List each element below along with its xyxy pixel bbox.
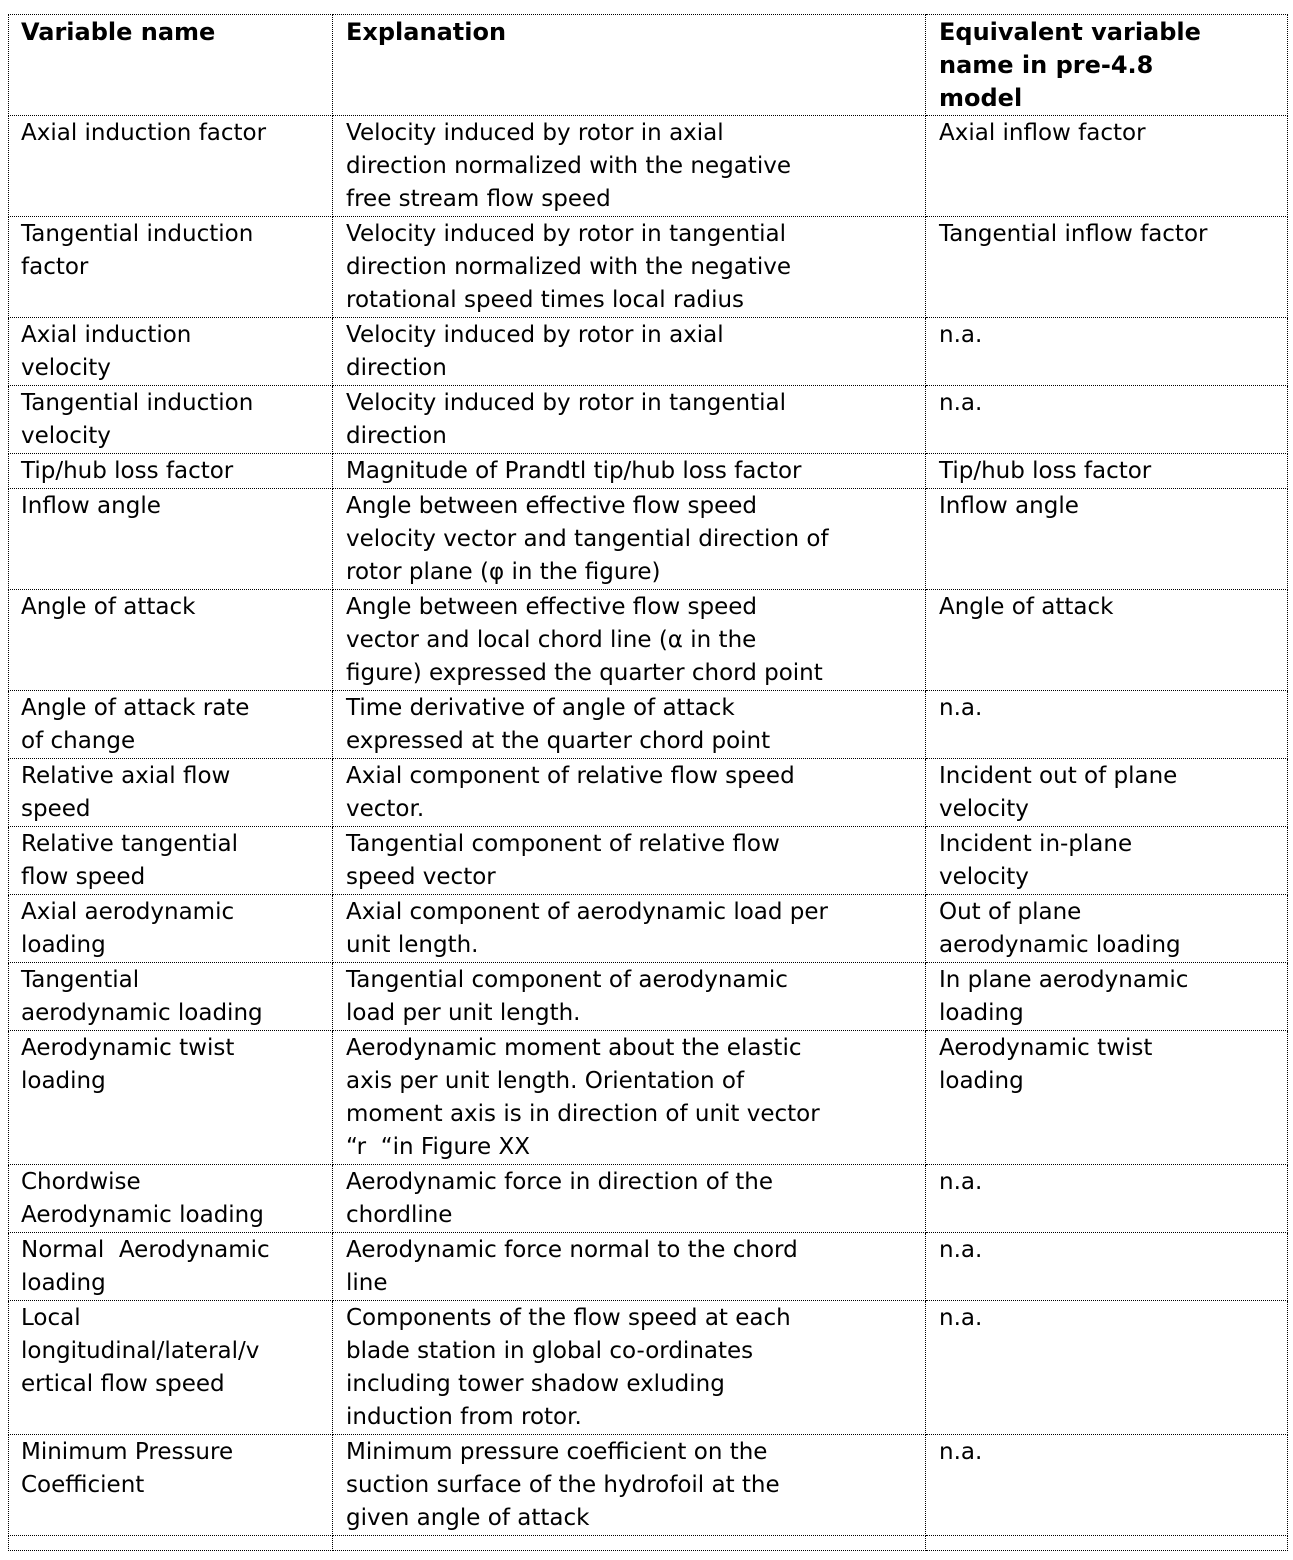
equivalent-name-cell: Angle of attack <box>926 590 1288 691</box>
table-row <box>9 895 1288 963</box>
cutoff-row <box>9 1536 1288 1551</box>
equivalent-name-cell: Incident in-plane velocity <box>926 827 1288 895</box>
variable-name-cell: Aerodynamic twist loading <box>9 1031 333 1165</box>
cutoff-cell <box>9 1536 333 1551</box>
table-row <box>9 963 1288 1031</box>
equivalent-name-cell: Tangential inflow factor <box>926 217 1288 318</box>
table-row <box>9 759 1288 827</box>
equivalent-name-cell: Tip/hub loss factor <box>926 454 1288 489</box>
col-header-equivalent-pre48: Equivalent variable name in pre-4.8 model <box>926 15 1288 116</box>
table-row <box>9 116 1288 217</box>
table-row <box>9 1233 1288 1301</box>
equivalent-name-cell: n.a. <box>926 386 1288 454</box>
variable-name-cell: Tip/hub loss factor <box>9 454 333 489</box>
table-row <box>9 1301 1288 1435</box>
explanation-cell: Components of the flow speed at each blade station in global co-ordinates including tower shadow exluding induction from rotor. <box>333 1301 926 1435</box>
explanation-cell: Minimum pressure coefficient on the suction surface of the hydrofoil at the given angle of attack <box>333 1435 926 1536</box>
equivalent-name-cell: n.a. <box>926 691 1288 759</box>
variable-name-cell: Axial induction factor <box>9 116 333 217</box>
explanation-cell: Time derivative of angle of attack expressed at the quarter chord point <box>333 691 926 759</box>
cutoff-cell <box>333 1536 926 1551</box>
table-row <box>9 590 1288 691</box>
explanation-cell: Axial component of relative flow speed vector. <box>333 759 926 827</box>
table-row <box>9 454 1288 489</box>
header-row <box>9 15 1288 116</box>
variable-name-cell: Relative tangential flow speed <box>9 827 333 895</box>
variable-name-cell: Tangential induction factor <box>9 217 333 318</box>
explanation-cell: Angle between effective flow speed velocity vector and tangential direction of rotor plane (φ in the figure) <box>333 489 926 590</box>
variable-name-cell: Inflow angle <box>9 489 333 590</box>
col-header-variable-name: Variable name <box>9 15 333 116</box>
variable-name-cell: Relative axial flow speed <box>9 759 333 827</box>
equivalent-name-cell: In plane aerodynamic loading <box>926 963 1288 1031</box>
equivalent-name-cell: n.a. <box>926 1435 1288 1536</box>
explanation-cell: Velocity induced by rotor in tangential direction normalized with the negative rotational speed times local radius <box>333 217 926 318</box>
explanation-cell: Magnitude of Prandtl tip/hub loss factor <box>333 454 926 489</box>
equivalent-name-cell: n.a. <box>926 1233 1288 1301</box>
table-row <box>9 386 1288 454</box>
table-row <box>9 1435 1288 1536</box>
variable-name-cell: Minimum Pressure Coefficient <box>9 1435 333 1536</box>
explanation-cell: Tangential component of relative flow speed vector <box>333 827 926 895</box>
equivalent-name-cell: Incident out of plane velocity <box>926 759 1288 827</box>
explanation-cell: Aerodynamic force in direction of the chordline <box>333 1165 926 1233</box>
explanation-cell: Velocity induced by rotor in axial direction normalized with the negative free stream flow speed <box>333 116 926 217</box>
col-header-explanation: Explanation <box>333 15 926 116</box>
variable-name-cell: Axial aerodynamic loading <box>9 895 333 963</box>
equivalent-name-cell: n.a. <box>926 1301 1288 1435</box>
variable-name-cell: Tangential induction velocity <box>9 386 333 454</box>
variable-name-cell: Angle of attack <box>9 590 333 691</box>
table-row <box>9 318 1288 386</box>
variable-name-cell: Normal Aerodynamic loading <box>9 1233 333 1301</box>
table-row <box>9 691 1288 759</box>
variable-name-cell: Local longitudinal/lateral/vertical flow speed <box>9 1301 333 1435</box>
table-row <box>9 489 1288 590</box>
equivalent-name-cell: Out of plane aerodynamic loading <box>926 895 1288 963</box>
explanation-cell: Velocity induced by rotor in tangential direction <box>333 386 926 454</box>
table-row <box>9 827 1288 895</box>
equivalent-name-cell: Inflow angle <box>926 489 1288 590</box>
equivalent-name-cell: Aerodynamic twist loading <box>926 1031 1288 1165</box>
explanation-cell: Aerodynamic force normal to the chord line <box>333 1233 926 1301</box>
explanation-cell: Axial component of aerodynamic load per unit length. <box>333 895 926 963</box>
table-row <box>9 1165 1288 1233</box>
equivalent-name-cell: Axial inflow factor <box>926 116 1288 217</box>
equivalent-name-cell: n.a. <box>926 1165 1288 1233</box>
variable-name-cell: Axial induction velocity <box>9 318 333 386</box>
table-row <box>9 1031 1288 1165</box>
explanation-cell: Angle between effective flow speed vector and local chord line (α in the figure) expressed the quarter chord point <box>333 590 926 691</box>
table-body <box>9 116 1288 1551</box>
variable-name-cell: Angle of attack rate of change <box>9 691 333 759</box>
variable-name-cell: Chordwise Aerodynamic loading <box>9 1165 333 1233</box>
cutoff-cell <box>926 1536 1288 1551</box>
explanation-cell: Velocity induced by rotor in axial direction <box>333 318 926 386</box>
variable-name-cell: Tangential aerodynamic loading <box>9 963 333 1031</box>
variables-table <box>8 14 1288 1551</box>
equivalent-name-cell: n.a. <box>926 318 1288 386</box>
explanation-cell: Tangential component of aerodynamic load per unit length. <box>333 963 926 1031</box>
table-row <box>9 217 1288 318</box>
explanation-cell: Aerodynamic moment about the elastic axis per unit length. Orientation of moment axis is in direction of unit vector “r “in Figure XX <box>333 1031 926 1165</box>
